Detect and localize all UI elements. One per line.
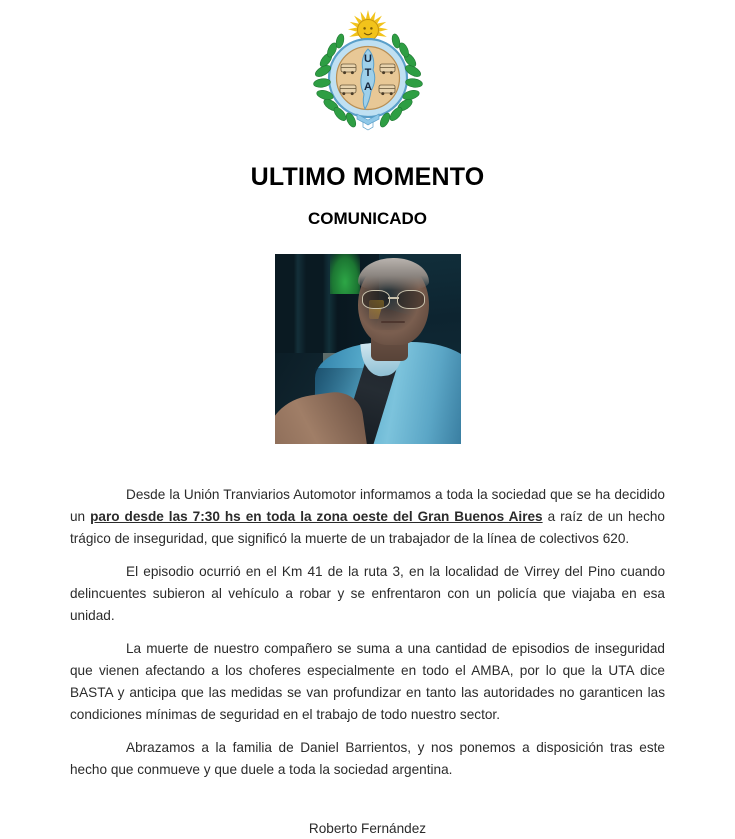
paragraph-2 (70, 561, 665, 627)
paragraph-1 (70, 484, 665, 550)
photo-mouth (381, 321, 405, 323)
emblem-letter-a: A (363, 81, 372, 93)
emblem-container (0, 0, 735, 140)
photo-glasses-bridge (388, 297, 399, 299)
bus-driver-photo (275, 254, 461, 444)
paragraph-3 (70, 638, 665, 726)
p1-run-3: a raíz de un hecho trágico de inseguridad, que significó la muerte de un trabajador de la línea de colectivos 620. (70, 509, 665, 547)
page-title: ULTIMO MOMENTO (250, 163, 485, 191)
p3-run-1: La muerte de nuestro compañero se suma a una cantidad de episodios de inseguridad que vienen afectando a los choferes especialmente en todo el AMBA, por lo que la UTA dice BASTA y anticipa que las medidas se van profundizar en tanto las autoridades no garanticen las condiciones mínimas de seguridad en el trabajo de todo nuestro sector. (70, 641, 665, 723)
statement-body (70, 484, 665, 781)
emblem-letter-u: U (363, 53, 372, 65)
p4-run-1: Abrazamos a la familia de Daniel Barrientos, y nos ponemos a disposición tras este hecho que conmueve y que duele a toda la sociedad argentina. (70, 740, 665, 778)
p1-strike-announcement: paro desde las 7:30 hs en toda la zona oeste del Gran Buenos Aires (90, 509, 543, 525)
page-subtitle: COMUNICADO (308, 208, 427, 228)
emblem-letter-t: T (364, 67, 371, 79)
photo-container (0, 254, 735, 444)
signature: Roberto Fernández (308, 821, 427, 837)
uta-emblem (309, 6, 427, 134)
p1-run-1: Desde la Unión Tranviarios Automotor informamos a toda la sociedad que se ha decidido un (70, 487, 665, 525)
photo-glasses (362, 290, 425, 307)
sol-de-mayo-icon (347, 10, 387, 41)
paragraph-4 (70, 737, 665, 781)
photo-green-panel (330, 254, 360, 294)
p2-run-1: El episodio ocurrió en el Km 41 de la ruta 3, en la localidad de Virrey del Pino cuando delincuentes subieron al vehículo a robar y se enfrentaron con un policía que viajaba en esa unidad. (70, 564, 665, 624)
